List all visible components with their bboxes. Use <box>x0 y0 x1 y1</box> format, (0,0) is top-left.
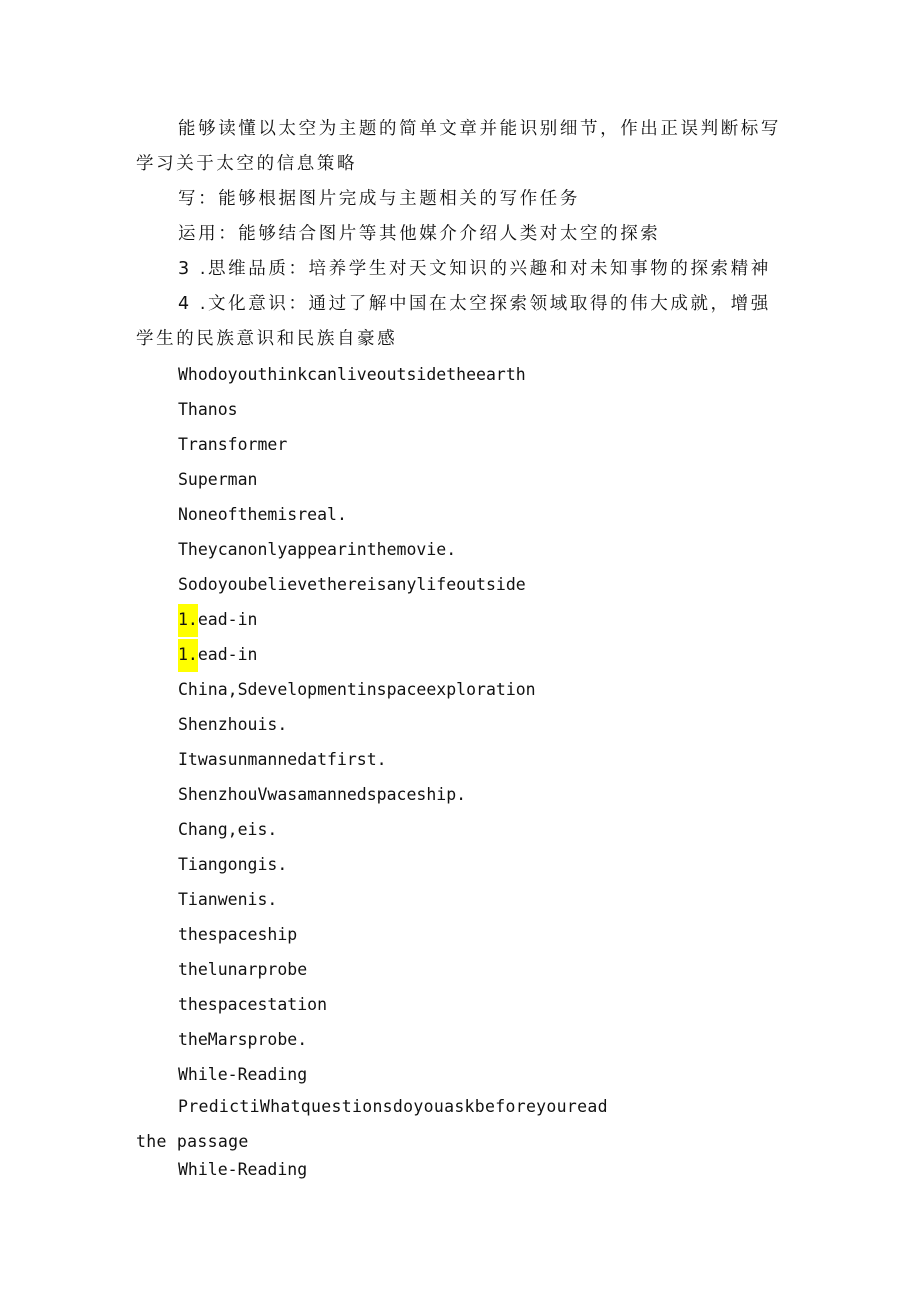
spaceship-line: thespaceship <box>178 925 298 944</box>
objective-thinking: 3 .思维品质：培养学生对天文知识的兴趣和对未知事物的探索精神 <box>178 259 771 279</box>
lunar-probe-line: thelunarprobe <box>178 960 308 979</box>
shenzhou-v-line: ShenzhouVwasamannedspaceship. <box>178 785 467 804</box>
unmanned-line: Itwasunmannedatfirst. <box>178 750 387 769</box>
mars-probe-line: theMarsprobe. <box>178 1030 308 1049</box>
shenzhou-line: Shenzhouis. <box>178 715 288 734</box>
while-reading-heading: While-Reading <box>178 1065 308 1084</box>
answer-superman: Superman <box>178 470 258 489</box>
change-line: Chang,eis. <box>178 820 278 839</box>
statement-none-real: Noneofthemisreal. <box>178 505 347 524</box>
statement-movie: Theycanonlyappearinthemovie. <box>178 540 457 559</box>
lead-in-text: ead-in <box>197 610 258 629</box>
answer-transformer: Transformer <box>178 435 288 454</box>
objective-writing: 写：能够根据图片完成与主题相关的写作任务 <box>178 189 580 209</box>
lead-in-text: ead-in <box>197 645 258 664</box>
while-reading-heading-repeat: While-Reading <box>178 1160 308 1179</box>
answer-thanos: Thanos <box>178 400 238 419</box>
highlighted-list-marker: 1. <box>178 604 198 637</box>
objective-applying: 运用：能够结合图片等其他媒介介绍人类对太空的探索 <box>178 224 661 244</box>
tianwen-line: Tianwenis. <box>178 890 278 909</box>
tiangong-line: Tiangongis. <box>178 855 288 874</box>
question-who-live-outside: Whodoyouthinkcanliveoutsidetheearth <box>178 365 526 384</box>
lead-in-heading <box>178 609 257 631</box>
objective-culture: 4 .文化意识：通过了解中国在太空探索领域取得的伟大成就，增强学生的民族意识和民族自豪感 <box>136 294 771 349</box>
highlighted-list-marker: 1. <box>178 639 198 672</box>
objective-reading: 能够读懂以太空为主题的简单文章并能识别细节，作出正误判断标写学习关于太空的信息策略 <box>136 119 781 174</box>
prediction-question: PredictiWhatquestionsdoyouaskbeforeyoureadthe passage <box>136 1097 608 1151</box>
lead-in-heading-repeat <box>178 644 257 666</box>
china-space-development: China,Sdevelopmentinspaceexploration <box>178 680 536 699</box>
question-life-outside: Sodoyoubelievethereisanylifeoutside <box>178 575 526 594</box>
space-station-line: thespacestation <box>178 995 328 1014</box>
